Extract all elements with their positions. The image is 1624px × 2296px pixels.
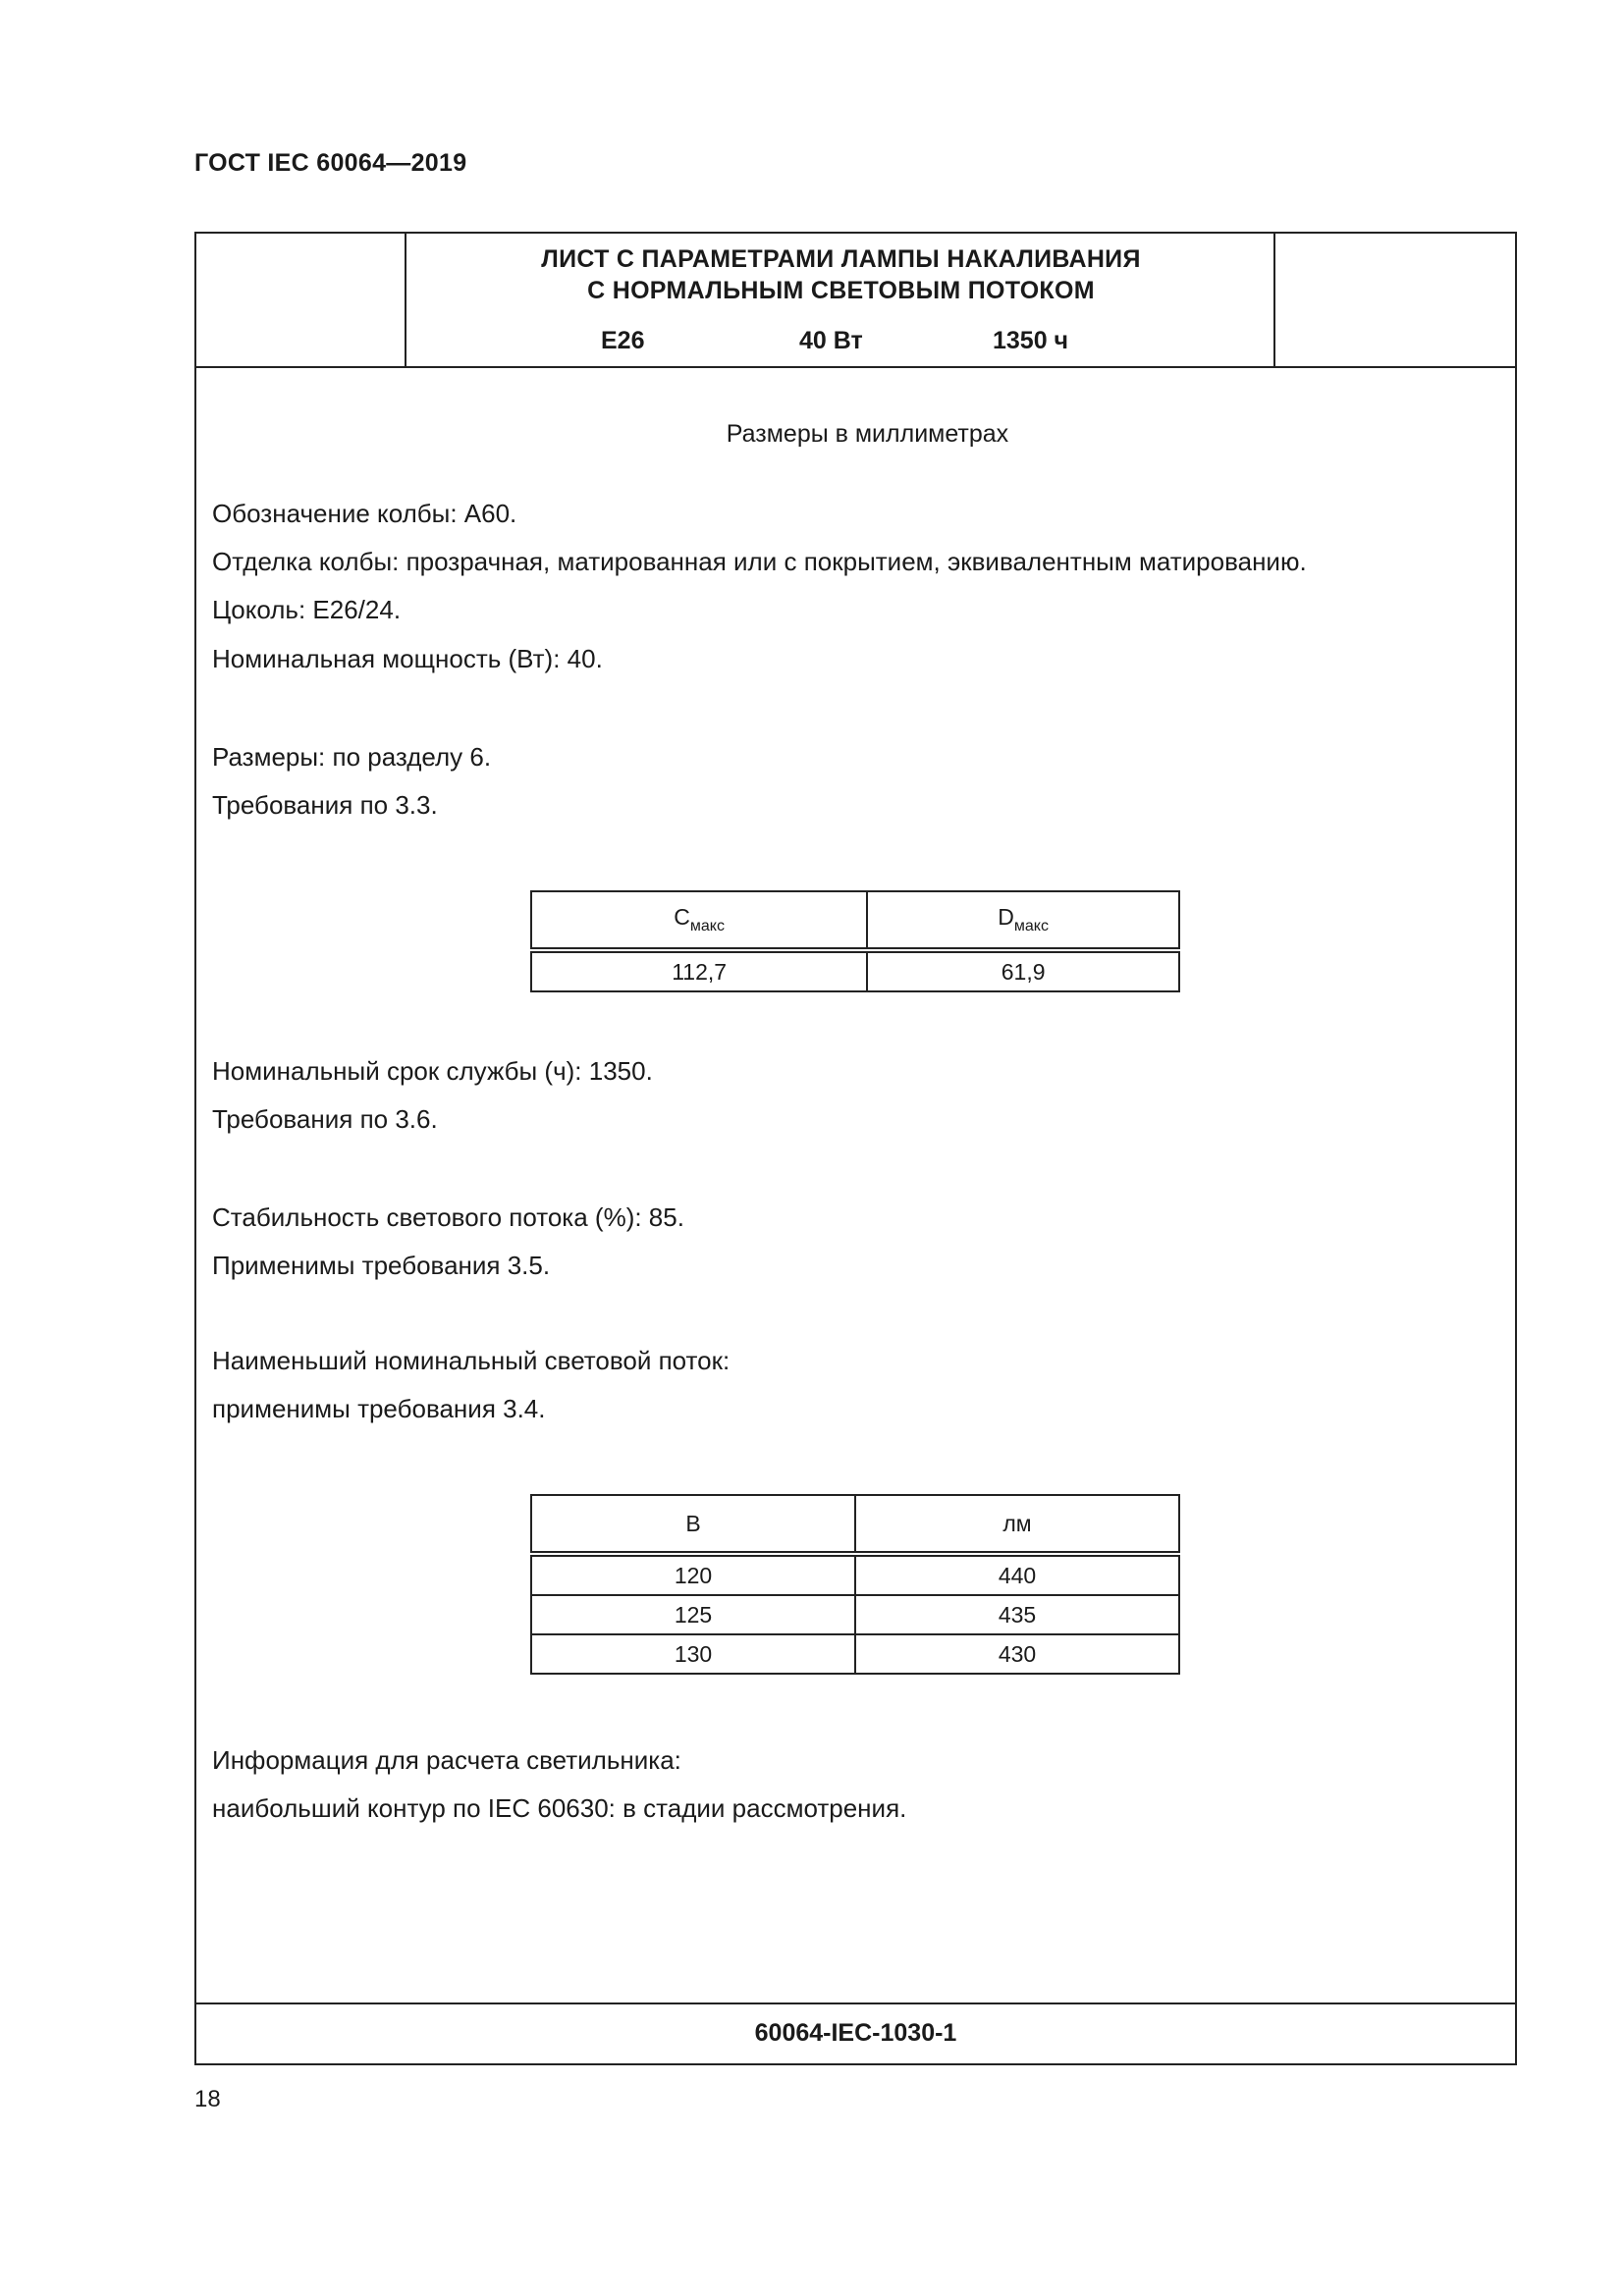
header-d-max: $D_{макс}$ — [867, 891, 1179, 950]
bulb-finish: Отделка колбы: прозрачная, матированная или с покрытием, эквивалентным матированию. — [212, 547, 1307, 576]
voltage-cell: 130 — [531, 1634, 855, 1674]
param-life: 1350 ч — [993, 327, 1069, 354]
header-lumens: лм — [855, 1495, 1179, 1554]
voltage-cell: 125 — [531, 1595, 855, 1634]
header-right-cell — [1273, 234, 1515, 366]
table-row — [531, 1554, 1179, 1595]
table-header-row — [531, 1495, 1179, 1554]
table-row — [531, 1595, 1179, 1634]
header-voltage: В — [531, 1495, 855, 1554]
sheet-title-line-1: ЛИСТ С ПАРАМЕТРАМИ ЛАМПЫ НАКАЛИВАНИЯ — [541, 245, 1141, 273]
header-title-cell — [406, 234, 1275, 366]
requirements-3-3: Требования по 3.3. — [212, 790, 438, 820]
sheet-footer-code: 60064-IEC-1030-1 — [196, 2002, 1515, 2063]
param-cap: E26 — [601, 327, 645, 354]
rated-life: Номинальный срок службы (ч): 1350. — [212, 1056, 653, 1086]
dimensions-note: Размеры в миллиметрах — [726, 420, 1009, 448]
lumens-cell: 440 — [855, 1554, 1179, 1595]
sheet-header — [196, 234, 1515, 368]
dimensions-ref: Размеры: по разделу 6. — [212, 742, 492, 772]
requirements-3-4: применимы требования 3.4. — [212, 1394, 546, 1423]
voltage-cell: 120 — [531, 1554, 855, 1595]
value-d-max: 61,9 — [867, 950, 1179, 991]
requirements-3-6: Требования по 3.6. — [212, 1104, 438, 1134]
table-header-row — [531, 891, 1179, 950]
param-wattage: 40 Вт — [799, 327, 863, 354]
page-number: 18 — [194, 2086, 221, 2112]
max-contour: наибольший контур по IEC 60630: в стадии рассмотрения. — [212, 1793, 907, 1823]
parameter-sheet-frame — [194, 232, 1517, 2065]
flux-table — [530, 1494, 1180, 1675]
lumens-cell: 430 — [855, 1634, 1179, 1674]
header-left-cell — [196, 234, 406, 366]
dimensions-table — [530, 890, 1180, 992]
table-row — [531, 950, 1179, 991]
sheet-title-line-2: С НОРМАЛЬНЫМ СВЕТОВЫМ ПОТОКОМ — [587, 277, 1095, 304]
value-c-max: 112,7 — [531, 950, 867, 991]
requirements-3-5: Применимы требования 3.5. — [212, 1251, 551, 1280]
luminaire-design-info: Информация для расчета светильника: — [212, 1745, 681, 1775]
rated-wattage: Номинальная мощность (Вт): 40. — [212, 644, 603, 673]
min-luminous-flux: Наименьший номинальный световой поток: — [212, 1346, 731, 1375]
bulb-designation: Обозначение колбы: А60. — [212, 499, 517, 528]
lumen-maintenance: Стабильность светового потока (%): 85. — [212, 1202, 684, 1232]
lumens-cell: 435 — [855, 1595, 1179, 1634]
header-c-max: $C_{макс}$ — [531, 891, 867, 950]
cap-type: Цоколь: Е26/24. — [212, 595, 402, 624]
document-code: ГОСТ IEC 60064—2019 — [194, 149, 467, 177]
table-row — [531, 1634, 1179, 1674]
